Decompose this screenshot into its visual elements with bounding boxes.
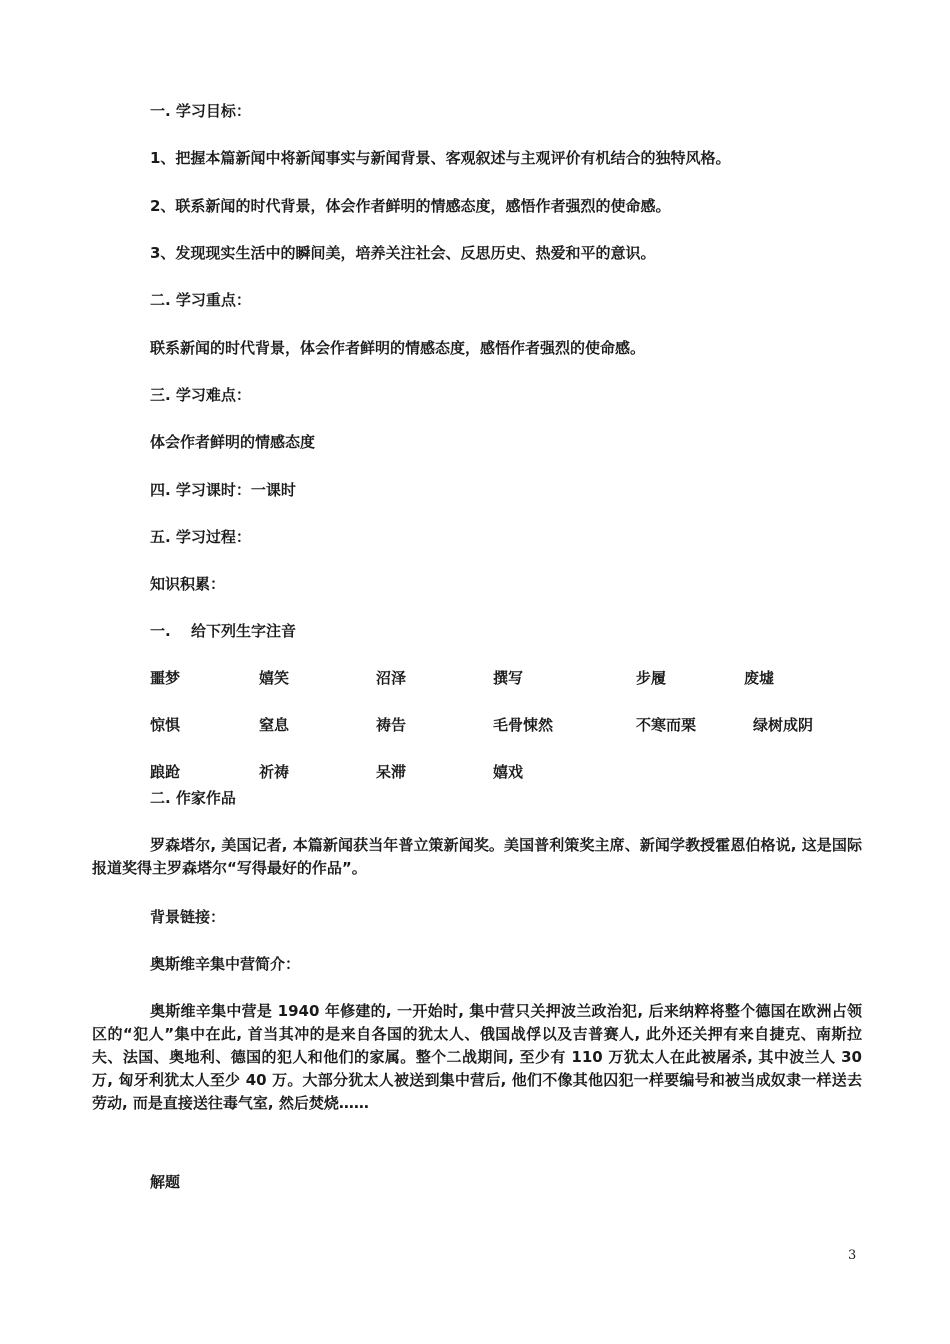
knowledge-accumulation: 知识积累： bbox=[150, 575, 226, 593]
page-number: 3 bbox=[848, 1248, 857, 1263]
vocab-word: 踉跄 bbox=[150, 763, 181, 781]
goal-3: 3、发现现实生活中的瞬间美，培养关注社会、反思历史、热爱和平的意识。 bbox=[150, 244, 656, 262]
vocab-word: 噩梦 bbox=[150, 669, 181, 687]
key-points-text: 联系新闻的时代背景，体会作者鲜明的情感态度，感悟作者强烈的使命感。 bbox=[150, 339, 646, 357]
vocab-word: 毛骨悚然 bbox=[493, 716, 554, 734]
vocab-word: 撰写 bbox=[493, 669, 524, 687]
vocab-word: 呆滞 bbox=[376, 763, 407, 781]
vocab-word: 沼泽 bbox=[376, 669, 407, 687]
goal-1: 1、把握本篇新闻中将新闻事实与新闻背景、客观叙述与主观评价有机结合的独特风格。 bbox=[150, 149, 731, 167]
vocab-word: 废墟 bbox=[744, 669, 775, 687]
heading-jieti: 解题 bbox=[150, 1173, 181, 1191]
heading-class-hours: 四. 学习课时：一课时 bbox=[150, 481, 296, 499]
vocab-word: 嬉笑 bbox=[259, 669, 290, 687]
vocab-heading: 给下列生字注音 bbox=[191, 622, 297, 640]
author-paragraph: 罗森塔尔, 美国记者, 本篇新闻获当年普立策新闻奖。美国普利策奖主席、新闻学教授霍恩伯格说, 这是国际报道奖得主罗森塔尔“写得最好的作品”。 bbox=[92, 836, 862, 877]
vocab-word: 绿树成阴 bbox=[753, 716, 814, 734]
vocab-word: 嬉戏 bbox=[493, 763, 524, 781]
goal-2: 2、联系新闻的时代背景，体会作者鲜明的情感态度，感悟作者强烈的使命感。 bbox=[150, 197, 671, 215]
difficulties-text: 体会作者鲜明的情感态度 bbox=[150, 433, 316, 451]
vocab-heading-number: 一. bbox=[150, 622, 171, 640]
heading-difficulties: 三. 学习难点： bbox=[150, 386, 251, 404]
vocab-word: 祷告 bbox=[376, 716, 407, 734]
vocab-word: 步履 bbox=[636, 669, 667, 687]
vocab-word: 窒息 bbox=[259, 716, 290, 734]
vocab-word: 祈祷 bbox=[259, 763, 290, 781]
heading-author-works: 二. 作家作品 bbox=[150, 789, 236, 807]
heading-auschwitz-intro: 奥斯维辛集中营简介： bbox=[150, 955, 301, 973]
auschwitz-paragraph: 奥斯维辛集中营是 1940 年修建的, 一开始时, 集中营只关押波兰政治犯, 后来纳粹将整个德国在欧洲占领区的“犯人”集中在此, 首当其冲的是来自各国的犹太人、俄国战俘以及吉普赛人, 此外还关押有来自捷克、南斯拉夫、法国、奥地利、德国的犯人和他们的家属。整个二战期间, 至少有 110 万犹太人在此被屠杀, 其中波兰人 30 万, 匈牙利犹太人至少 40 万。大部分犹太人被送到集中营后, 他们不像其他囚犯一样要编号和被当成奴隶一样送去劳动, 而是直接送往毒气室, 然后焚烧…… bbox=[92, 1002, 862, 1112]
vocab-word: 不寒而栗 bbox=[636, 716, 697, 734]
heading-key-points: 二. 学习重点： bbox=[150, 291, 251, 309]
heading-learning-goals: 一. 学习目标： bbox=[150, 102, 251, 120]
heading-learning-process: 五. 学习过程： bbox=[150, 528, 251, 546]
vocab-word: 惊惧 bbox=[150, 716, 181, 734]
heading-background-link: 背景链接： bbox=[150, 908, 226, 926]
